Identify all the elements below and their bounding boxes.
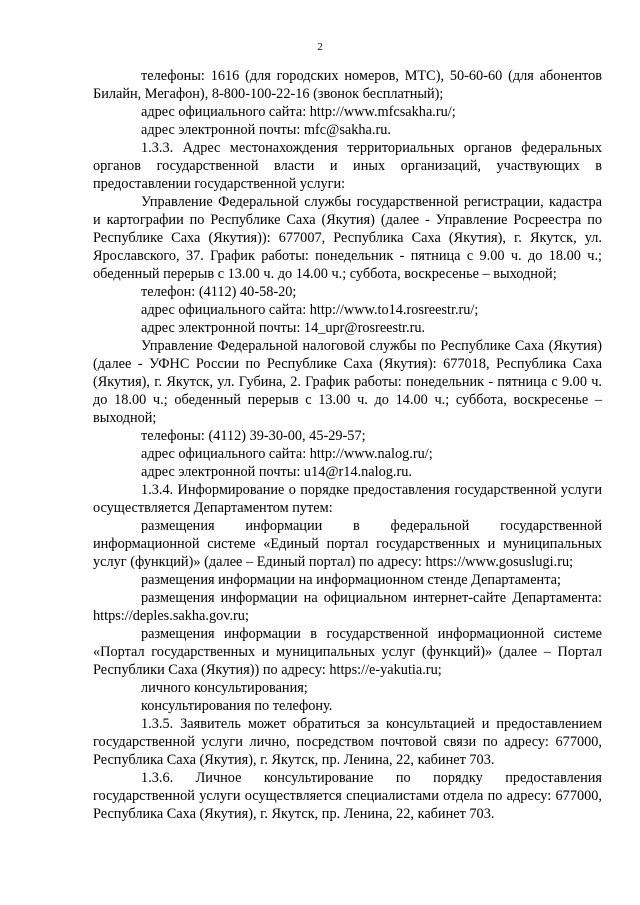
paragraph-phone-consulting: консультирования по телефону. (141, 698, 333, 714)
paragraph-mfc-website: адрес официального сайта: http://www.mfcsakha.ru/; (141, 104, 456, 120)
paragraph-mfc-email: адрес электронной почты: mfc@sakha.ru. (141, 122, 391, 138)
paragraph-info-stand: размещения информации на информационном стенде Департамента; (141, 572, 561, 588)
paragraph-ufns-website: адрес официального сайта: http://www.nalog.ru/; (141, 446, 433, 462)
paragraph-section-1-3-6: 1.3.6. Личное консультирование по порядку предоставления государственной услуги осуществляется специалистами отдела по адресу: 677000, Республика Саха (Якутия), г. Якутск, пр. Ленина, 22, кабинет 703. (93, 770, 602, 822)
paragraph-rosreestr-email: адрес электронной почты: 14_upr@rosreestr.ru. (141, 320, 426, 336)
paragraph-phones: телефоны: 1616 (для городских номеров, МТС), 50-60-60 (для абонентов Билайн, Мегафон), 8-800-100-22-16 (звонок бесплатный); (93, 68, 602, 102)
paragraph-rosreestr: Управление Федеральной службы государственной регистрации, кадастра и картографии по Республике Саха (Якутия) (далее - Управление Росреестра по Республике Саха (Якутия)): 677007, Республика Саха (Якутия), г. Якутск, ул. Ярославского, 37. График работы: понедельник - пятница с 9.00 ч. до 18.00 ч.; обеденный перерыв с 13.00 ч. до 14.00 ч.; суббота, воскресенье – выходной; (93, 194, 602, 282)
paragraph-section-1-3-3: 1.3.3. Адрес местонахождения территориальных органов федеральных органов государственной власти и иных организаций, участвующих в предоставлении государственной услуги: (93, 140, 602, 192)
paragraph-rosreestr-phone: телефон: (4112) 40-58-20; (141, 284, 297, 300)
paragraph-section-1-3-5: 1.3.5. Заявитель может обратиться за консультацией и предоставлением государственной услуги лично, посредством почтовой связи по адресу: 677000, Республика Саха (Якутия), г. Якутск, пр. Ленина, 22, кабинет 703. (93, 716, 602, 768)
document-body (93, 67, 602, 823)
paragraph-rosreestr-website: адрес официального сайта: http://www.to14.rosreestr.ru/; (141, 302, 479, 318)
paragraph-ufns-phones: телефоны: (4112) 39-30-00, 45-29-57; (141, 428, 366, 444)
paragraph-section-1-3-4: 1.3.4. Информирование о порядке предоставления государственной услуги осуществляется Департаментом путем: (93, 482, 602, 516)
paragraph-ufns-email: адрес электронной почты: u14@r14.nalog.ru. (141, 464, 412, 480)
paragraph-unified-portal: размещения информации в федеральной государственной информационной системе «Единый портал государственных и муниципальных услуг (функций)» (далее – Единый портал) по адресу: https://www.gosuslugi.ru; (93, 518, 602, 570)
page-number: 2 (317, 41, 323, 53)
paragraph-regional-portal: размещения информации в государственной информационной системе «Портал государственных и муниципальных услуг (функций)» (далее – Портал Республики Саха (Якутия)) по адресу: https://e-yakutia.ru; (93, 626, 602, 678)
paragraph-official-site: размещения информации на официальном интернет-сайте Департамента: https://deples.sakha.gov.ru; (93, 590, 602, 624)
paragraph-ufns: Управление Федеральной налоговой службы по Республике Саха (Якутия) (далее - УФНС России по Республике Саха (Якутия): 677018, Республика Саха (Якутия), г. Якутск, ул. Губина, 2. График работы: понедельник - пятница с 9.00 ч. до 18.00 ч.; обеденный перерыв с 13.00 ч. до 14.00 ч.; суббота, воскресенье – выходной; (93, 338, 602, 426)
paragraph-personal-consulting: личного консультирования; (141, 680, 308, 696)
